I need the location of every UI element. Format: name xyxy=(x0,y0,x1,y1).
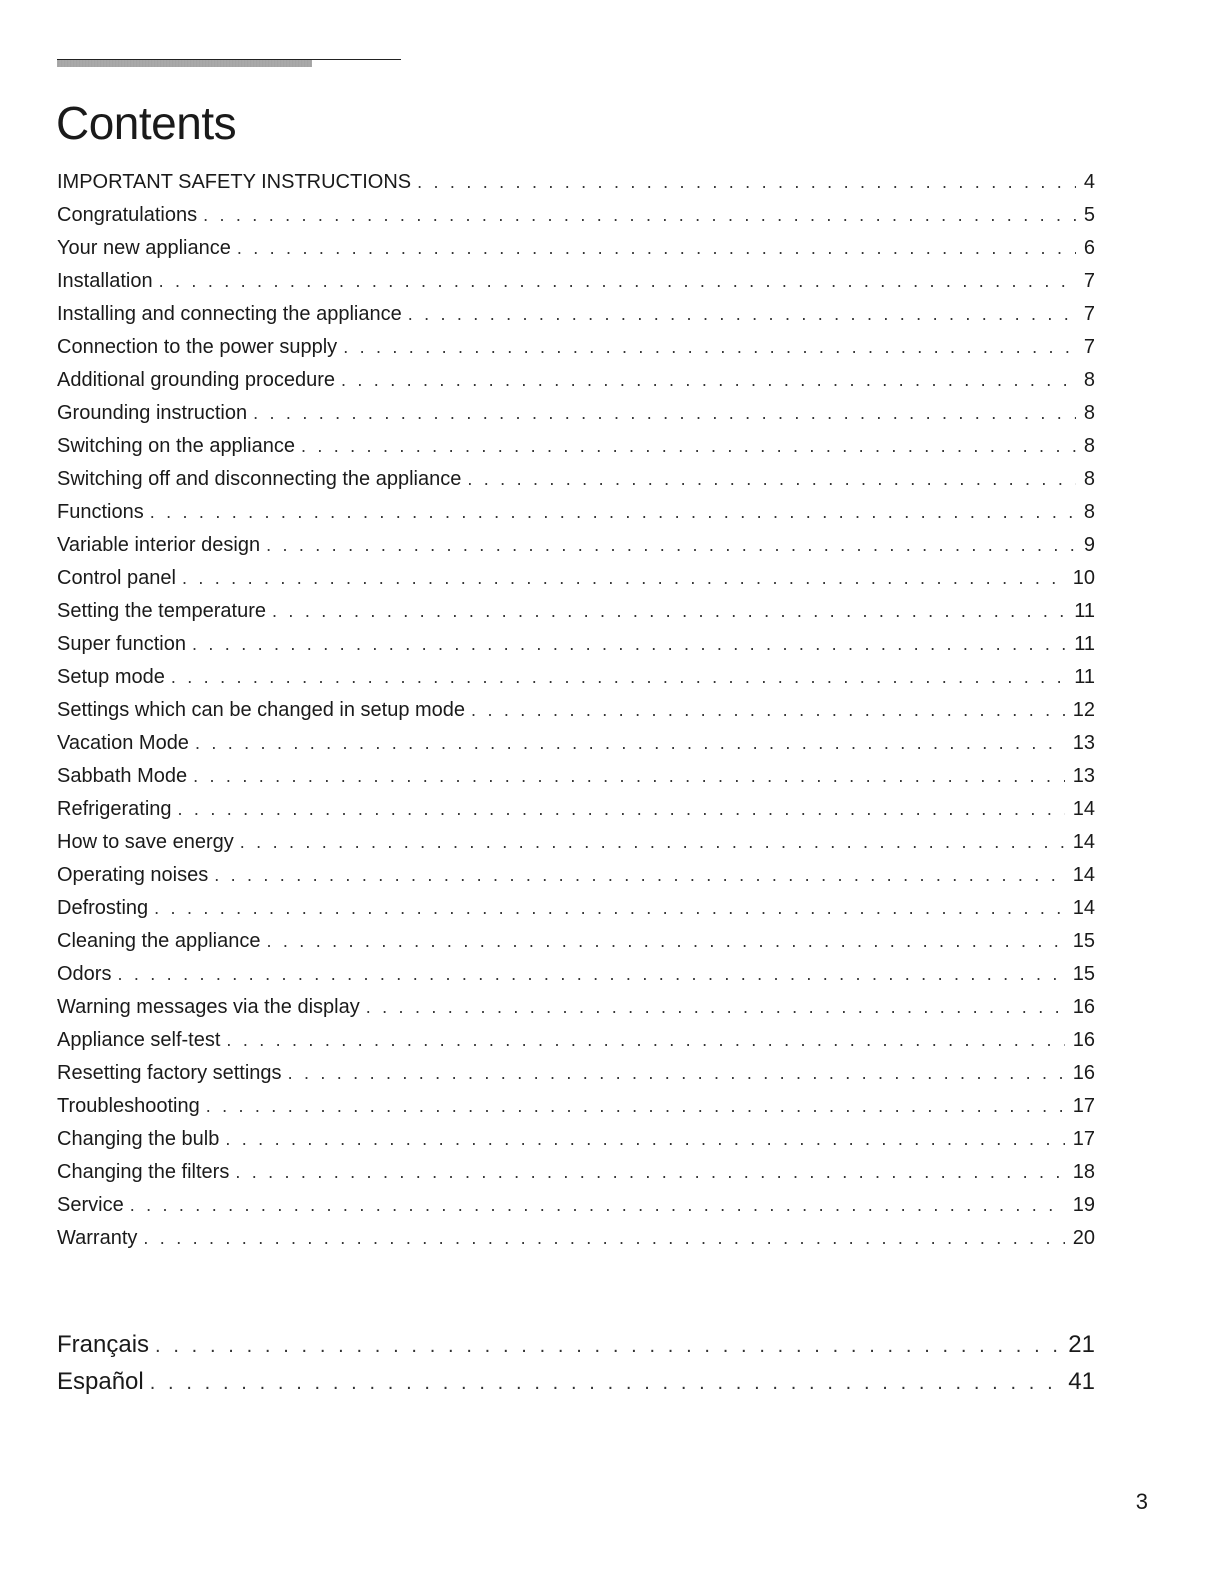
toc-leader-dots xyxy=(155,1328,1060,1365)
toc-entry-page: 7 xyxy=(1083,336,1095,358)
toc-entry[interactable] xyxy=(57,1090,1095,1123)
toc-leader-dots xyxy=(301,430,1076,463)
header-rule-bar xyxy=(57,59,312,67)
toc-entry[interactable] xyxy=(57,991,1095,1024)
toc-entry[interactable] xyxy=(57,958,1095,991)
toc-leader-dots xyxy=(343,331,1076,364)
toc-entry[interactable] xyxy=(57,298,1095,331)
toc-entry-page: 4 xyxy=(1083,171,1095,193)
toc-leader-dots xyxy=(235,1156,1064,1189)
toc-leader-dots xyxy=(341,364,1076,397)
toc-entry-label: IMPORTANT SAFETY INSTRUCTIONS xyxy=(57,171,412,193)
toc-entry-label: Installing and connecting the appliance xyxy=(57,303,402,325)
toc-entry[interactable] xyxy=(57,166,1095,199)
toc-entry[interactable] xyxy=(57,826,1095,859)
toc-entry-label: Connection to the power supply xyxy=(57,336,338,358)
toc-entry-label: Setup mode xyxy=(57,666,165,688)
toc-leader-dots xyxy=(193,760,1065,793)
toc-entry[interactable] xyxy=(57,628,1095,661)
toc-leader-dots xyxy=(178,793,1065,826)
toc-leader-dots xyxy=(159,265,1076,298)
toc-entry[interactable] xyxy=(57,232,1095,265)
toc-entry[interactable] xyxy=(57,331,1095,364)
toc-entry-label: Setting the temperature xyxy=(57,600,267,622)
toc-entry[interactable] xyxy=(57,397,1095,430)
language-entry-page: 41 xyxy=(1068,1368,1095,1395)
toc-leader-dots xyxy=(266,529,1076,562)
toc-entry-label: Installation xyxy=(57,270,153,292)
toc-leader-dots xyxy=(214,859,1065,892)
language-entry-label: Español xyxy=(57,1368,144,1395)
toc-entry-page: 15 xyxy=(1072,963,1095,985)
toc-entry-label: Switching on the appliance xyxy=(57,435,295,457)
table-of-contents xyxy=(57,166,1095,1255)
toc-entry[interactable] xyxy=(57,1156,1095,1189)
toc-leader-dots xyxy=(237,232,1076,265)
toc-entry[interactable] xyxy=(57,364,1095,397)
toc-entry-page: 17 xyxy=(1072,1128,1095,1150)
header-rule xyxy=(57,57,401,69)
toc-entry-page: 14 xyxy=(1072,831,1095,853)
toc-entry-label: Troubleshooting xyxy=(57,1095,200,1117)
toc-entry[interactable] xyxy=(57,1222,1095,1255)
toc-entry-page: 11 xyxy=(1074,600,1095,622)
toc-entry[interactable] xyxy=(57,199,1095,232)
toc-entry-label: Grounding instruction xyxy=(57,402,248,424)
toc-leader-dots xyxy=(226,1024,1064,1057)
toc-entry-label: Warning messages via the display xyxy=(57,996,360,1018)
toc-leader-dots xyxy=(195,727,1065,760)
toc-entry[interactable] xyxy=(57,430,1095,463)
language-entry-french[interactable] xyxy=(57,1326,1095,1363)
toc-entry[interactable] xyxy=(57,265,1095,298)
toc-leader-dots xyxy=(150,1365,1061,1402)
toc-entry-page: 7 xyxy=(1083,303,1095,325)
toc-entry-page: 8 xyxy=(1083,435,1095,457)
toc-entry[interactable] xyxy=(57,661,1095,694)
toc-entry-page: 13 xyxy=(1072,765,1095,787)
toc-leader-dots xyxy=(288,1057,1065,1090)
toc-entry-page: 11 xyxy=(1074,666,1095,688)
toc-entry-page: 8 xyxy=(1083,402,1095,424)
toc-leader-dots xyxy=(240,826,1065,859)
toc-leader-dots xyxy=(130,1189,1065,1222)
header-rule-line xyxy=(57,59,401,60)
toc-entry-page: 17 xyxy=(1072,1095,1095,1117)
toc-entry-label: Operating noises xyxy=(57,864,209,886)
toc-entry-page: 8 xyxy=(1083,501,1095,523)
toc-leader-dots xyxy=(154,892,1065,925)
toc-leader-dots xyxy=(417,166,1076,199)
toc-entry[interactable] xyxy=(57,463,1095,496)
toc-entry-page: 7 xyxy=(1083,270,1095,292)
toc-entry-page: 6 xyxy=(1083,237,1095,259)
toc-entry-label: Functions xyxy=(57,501,144,523)
toc-entry-page: 10 xyxy=(1072,567,1095,589)
toc-entry-label: Defrosting xyxy=(57,897,149,919)
toc-leader-dots xyxy=(182,562,1065,595)
toc-leader-dots xyxy=(143,1222,1064,1255)
toc-entry-page: 18 xyxy=(1072,1161,1095,1183)
toc-entry[interactable] xyxy=(57,760,1095,793)
toc-entry-label: Congratulations xyxy=(57,204,198,226)
toc-leader-dots xyxy=(203,199,1076,232)
toc-entry-label: Your new appliance xyxy=(57,237,231,259)
toc-entry[interactable] xyxy=(57,694,1095,727)
toc-entry-page: 9 xyxy=(1083,534,1095,556)
toc-leader-dots xyxy=(206,1090,1065,1123)
toc-entry[interactable] xyxy=(57,727,1095,760)
toc-entry-label: Vacation Mode xyxy=(57,732,189,754)
toc-entry[interactable] xyxy=(57,859,1095,892)
toc-entry-page: 8 xyxy=(1083,369,1095,391)
toc-entry-label: Settings which can be changed in setup mode xyxy=(57,699,466,721)
toc-entry-label: How to save energy xyxy=(57,831,234,853)
toc-entry-page: 14 xyxy=(1072,897,1095,919)
toc-entry[interactable] xyxy=(57,1057,1095,1090)
toc-leader-dots xyxy=(467,463,1076,496)
toc-entry[interactable] xyxy=(57,595,1095,628)
toc-entry-label: Resetting factory settings xyxy=(57,1062,282,1084)
toc-entry[interactable] xyxy=(57,925,1095,958)
toc-leader-dots xyxy=(267,925,1065,958)
toc-entry-page: 16 xyxy=(1072,1062,1095,1084)
toc-entry-label: Refrigerating xyxy=(57,798,172,820)
toc-entry-page: 20 xyxy=(1072,1227,1095,1249)
toc-entry-page: 11 xyxy=(1074,633,1095,655)
toc-entry-label: Changing the filters xyxy=(57,1161,230,1183)
toc-leader-dots xyxy=(471,694,1065,727)
toc-entry-label: Variable interior design xyxy=(57,534,261,556)
toc-entry-page: 5 xyxy=(1083,204,1095,226)
toc-entry-label: Cleaning the appliance xyxy=(57,930,261,952)
toc-entry-label: Warranty xyxy=(57,1227,138,1249)
toc-leader-dots xyxy=(225,1123,1064,1156)
toc-entry-page: 8 xyxy=(1083,468,1095,490)
toc-leader-dots xyxy=(366,991,1065,1024)
toc-entry-page: 16 xyxy=(1072,1029,1095,1051)
toc-entry[interactable] xyxy=(57,562,1095,595)
toc-entry-page: 13 xyxy=(1072,732,1095,754)
toc-leader-dots xyxy=(253,397,1076,430)
toc-entry[interactable] xyxy=(57,1024,1095,1057)
toc-entry-label: Additional grounding procedure xyxy=(57,369,335,391)
toc-leader-dots xyxy=(408,298,1076,331)
toc-entry-page: 12 xyxy=(1072,699,1095,721)
toc-entry-page: 19 xyxy=(1072,1194,1095,1216)
toc-entry-label: Appliance self-test xyxy=(57,1029,221,1051)
toc-leader-dots xyxy=(150,496,1076,529)
toc-entry-label: Odors xyxy=(57,963,112,985)
toc-entry[interactable] xyxy=(57,529,1095,562)
toc-entry-page: 14 xyxy=(1072,798,1095,820)
toc-entry[interactable] xyxy=(57,793,1095,826)
toc-entry[interactable] xyxy=(57,1189,1095,1222)
toc-entry-label: Switching off and disconnecting the appliance xyxy=(57,468,462,490)
language-entry-label: Français xyxy=(57,1331,150,1358)
toc-entry-page: 16 xyxy=(1072,996,1095,1018)
toc-entry-label: Sabbath Mode xyxy=(57,765,188,787)
toc-entry-page: 14 xyxy=(1072,864,1095,886)
toc-entry[interactable] xyxy=(57,1123,1095,1156)
language-entry-page: 21 xyxy=(1068,1331,1095,1358)
toc-entry-label: Changing the bulb xyxy=(57,1128,220,1150)
page-title: Contents xyxy=(56,97,237,149)
toc-leader-dots xyxy=(117,958,1064,991)
toc-entry[interactable] xyxy=(57,496,1095,529)
toc-leader-dots xyxy=(171,661,1066,694)
toc-entry-page: 15 xyxy=(1072,930,1095,952)
toc-entry[interactable] xyxy=(57,892,1095,925)
toc-entry-label: Super function xyxy=(57,633,186,655)
toc-entry-label: Control panel xyxy=(57,567,176,589)
language-entry-spanish[interactable] xyxy=(57,1363,1095,1400)
page-number: 3 xyxy=(1135,1489,1148,1514)
toc-entry-label: Service xyxy=(57,1194,124,1216)
toc-leader-dots xyxy=(192,628,1066,661)
language-sections xyxy=(57,1326,1095,1400)
toc-leader-dots xyxy=(272,595,1066,628)
